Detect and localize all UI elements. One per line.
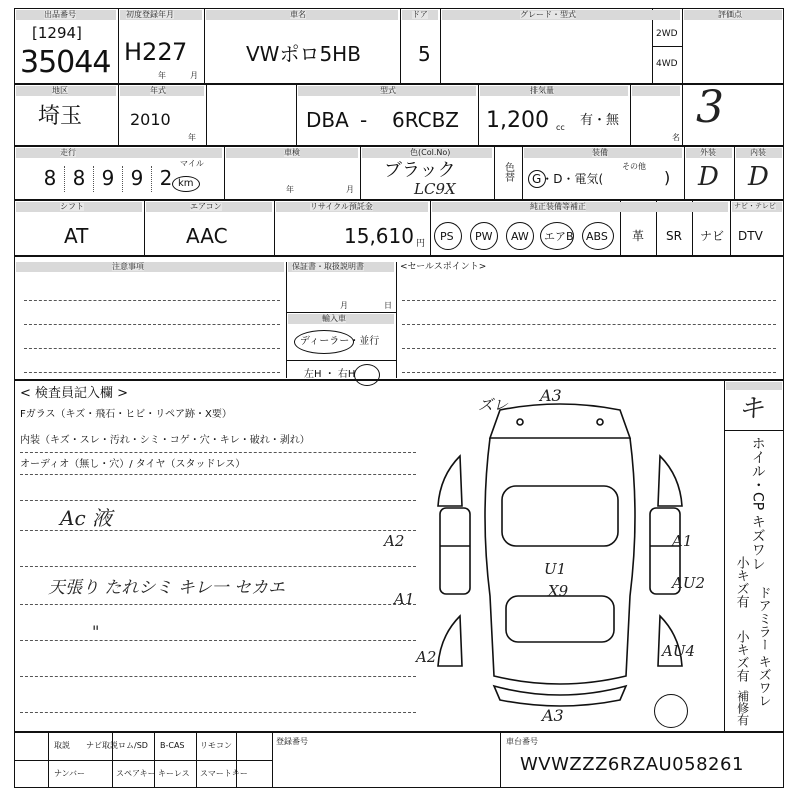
warranty-day: 日 <box>384 301 392 310</box>
interior-grade: D <box>748 162 769 192</box>
damage-top-left: ズレ <box>478 396 509 414</box>
color-change: 色替 <box>502 162 514 182</box>
sales-point-label: <セールスポイント> <box>400 262 487 272</box>
footer-spare-key: スペアキー <box>116 769 156 778</box>
mileage-digit: 9 <box>123 166 152 192</box>
equip-airbag: エアB <box>544 230 574 243</box>
shift-label: シフト <box>60 202 84 211</box>
side-column-5: 補修有 <box>735 690 750 726</box>
middle-frame <box>14 256 784 380</box>
lot-no-label: 出品番号 <box>44 10 76 19</box>
color-code: LC9X <box>414 180 456 198</box>
mileage-digits <box>36 166 196 192</box>
damage-top: A3 <box>540 386 562 405</box>
model-year-unit: 年 <box>188 133 196 142</box>
displacement-label: 排気量 <box>530 86 554 95</box>
damage-left-upper: A2 <box>384 532 405 550</box>
mileage-mile: マイル <box>180 159 204 168</box>
damage-bottom-left: A2 <box>416 648 437 666</box>
equip-leather: 革 <box>632 229 645 243</box>
first-reg-label: 初度登録年月 <box>126 10 174 19</box>
damage-right-upper: A1 <box>672 532 693 550</box>
damage-bottom: A3 <box>542 706 564 725</box>
recycle-label: リサイクル預託金 <box>310 202 373 211</box>
fuel-label: 装備 <box>592 148 608 157</box>
footer-rom: ロム/SD <box>118 741 148 750</box>
equip-sr: SR <box>666 229 682 243</box>
damage-right-lower: AU4 <box>662 642 696 660</box>
inspector-note-1: Ac 液 <box>60 506 113 530</box>
damage-left-lower: A1 <box>394 590 415 608</box>
interior-label: 内装 <box>750 148 766 157</box>
equip-dtv: DTV <box>738 229 763 243</box>
fuel-other: その他 <box>622 162 646 171</box>
side-column-3: ドアミラー キズワレ <box>755 586 771 708</box>
model-year: 2010 <box>130 110 171 129</box>
footer-keyless: キーレス <box>158 769 190 778</box>
region: 埼玉 <box>38 104 83 129</box>
reg-no-label: 登録番号 <box>276 737 308 746</box>
history-label: 輸入車 <box>322 314 346 323</box>
model-code: 6RCBZ <box>392 108 460 132</box>
fuel-close: ) <box>664 168 671 187</box>
first-reg-year-unit: 年 <box>158 71 166 80</box>
side-column-1: ホイル・CP キズワレ <box>749 436 766 571</box>
aircon-label: エアコン <box>190 202 222 211</box>
side-column-2: 小キズ有 <box>733 556 749 608</box>
inspector-line-3: オーディオ（無し・穴）/ タイヤ（スタッドレス） <box>20 459 246 470</box>
mileage-unit: km <box>178 178 194 189</box>
footer-manual: 取説 <box>54 741 70 750</box>
displacement: 1,200 <box>486 108 549 133</box>
inspector-note-3: " <box>92 622 100 641</box>
inspector-line-1: Fガラス（キズ・飛石・ヒビ・リペア跡・X要） <box>20 409 232 420</box>
navi-tv-label: ナビ・テレビ <box>734 202 776 210</box>
model-prefix: DBA <box>306 108 349 132</box>
color-label: 色(Col.No) <box>410 148 451 157</box>
door-count: 5 <box>418 42 431 66</box>
lot-bracket: [1294] <box>32 24 82 42</box>
equip-ps: PS <box>440 230 454 243</box>
year-label: 年式 <box>150 86 166 95</box>
car-name-label: 車名 <box>290 10 306 19</box>
warranty-label: 保証書・取扱説明書 <box>292 262 364 271</box>
footer-smart-key: スマートキー <box>200 769 248 778</box>
fuel-options: G・D・電気( <box>532 172 604 186</box>
equip-pw: PW <box>475 230 493 243</box>
footer-remote: リモコン <box>200 741 232 750</box>
handle: 左H ・ 右H <box>304 369 356 380</box>
equip-abs: ABS <box>586 230 608 243</box>
footer-navi-manual: ナビ取説 <box>86 741 118 750</box>
equip-aw: AW <box>511 230 529 243</box>
inspector-label: < 検査員記入欄 > <box>20 386 129 401</box>
equip-navi: ナビ <box>700 229 725 243</box>
cc-unit: cc <box>556 123 565 132</box>
damage-center-x: X9 <box>548 582 569 600</box>
model-label: 型式 <box>380 86 396 95</box>
side-column-4: 小キズ有 <box>733 630 749 682</box>
mileage-digit: 9 <box>94 166 123 192</box>
transmission: AT <box>64 224 89 248</box>
drive-4wd: 4WD <box>656 59 678 69</box>
dealer: ディーラー・並行 <box>300 336 380 347</box>
first-reg-month: 7 <box>172 38 188 66</box>
inspector-note-2: 天張り たれシミ キレ一 セカエ <box>48 578 286 598</box>
correction-label: 純正装備等補正 <box>530 202 586 211</box>
warranty-month: 月 <box>340 301 348 310</box>
mileage-digit: 2 <box>159 166 173 190</box>
footer-number: ナンバー <box>54 769 86 778</box>
car-name: VWポロ5HB <box>246 42 361 66</box>
footer-bcas: B-CAS <box>160 741 185 750</box>
score-value: 3 <box>696 82 724 133</box>
inspection-month-unit: 月 <box>346 185 354 194</box>
corner-mark: キ <box>738 394 765 424</box>
aircon: AAC <box>186 224 228 248</box>
mileage-digit: 8 <box>65 166 94 192</box>
chassis-label: 車台番号 <box>506 737 538 746</box>
inspection-year-unit: 年 <box>286 185 294 194</box>
model-dash: - <box>360 108 368 132</box>
drive-2wd: 2WD <box>656 29 678 39</box>
blank-circle <box>654 694 688 728</box>
inspector-line-2: 内装（キズ・スレ・汚れ・シミ・コゲ・穴・キレ・破れ・剥れ） <box>20 435 310 446</box>
inspection-label: 車検 <box>284 148 300 157</box>
grade-label: グレード・型式 <box>520 10 576 19</box>
doors-label: ドア <box>412 10 428 19</box>
recycle-unit: 円 <box>416 239 426 249</box>
mileage-digit: 8 <box>36 166 65 192</box>
recycle-fee: 15,610 <box>344 224 414 248</box>
chassis-number: WVWZZZ6RZAU058261 <box>520 754 744 775</box>
car-diagram <box>420 396 700 716</box>
color-text: ブラック <box>384 160 456 181</box>
exterior-grade: D <box>698 162 719 192</box>
score-label: 評価点 <box>718 10 742 19</box>
remarks-label: 注意事項 <box>112 262 144 271</box>
turbo: 有・無 <box>580 113 620 128</box>
exterior-label: 外装 <box>700 148 716 157</box>
damage-center-u1: U1 <box>544 560 567 578</box>
lot-number: 35044 <box>20 45 111 80</box>
region-label: 地区 <box>52 86 68 95</box>
first-reg-month-unit: 月 <box>190 71 198 80</box>
damage-right-mid: AU2 <box>672 574 706 592</box>
capacity-unit: 名 <box>672 133 680 142</box>
first-reg-era: H22 <box>124 38 173 66</box>
mileage-label: 走行 <box>60 148 76 157</box>
